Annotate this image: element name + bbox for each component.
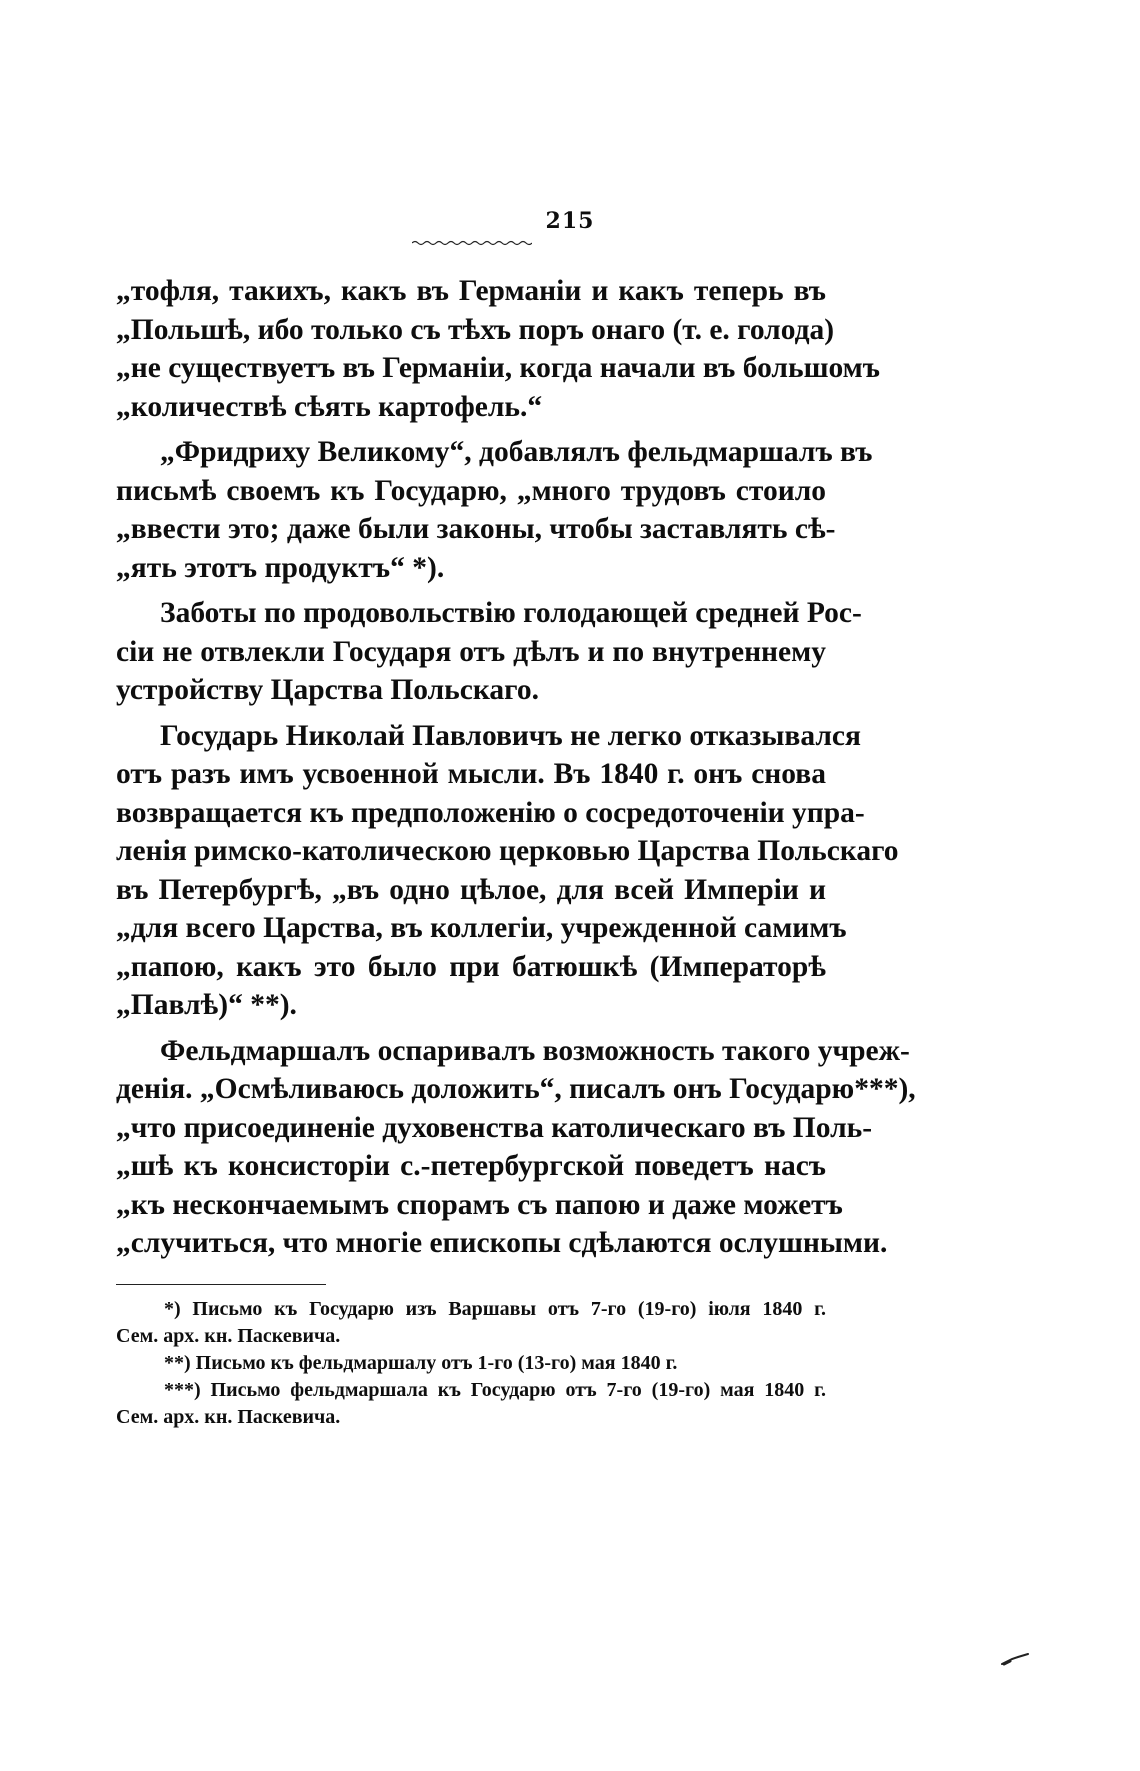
- footnote-line: Сем. арх. кн. Паскевича.: [116, 1406, 341, 1428]
- text-line: „случиться, что многіе епископы сдѣлаются ослушными.: [116, 1227, 888, 1259]
- text-line: „что присоединеніе духовенства католическаго въ Поль-: [116, 1111, 873, 1144]
- footnotes: [116, 1296, 826, 1431]
- text-line: въ Петербургѣ, „въ одно цѣлое, для всей Имперіи и: [116, 873, 826, 906]
- text-line: отъ разъ имъ усвоенной мысли. Въ 1840 г. онъ снова: [116, 758, 826, 790]
- text-line: „папою, какъ это было при батюшкѣ (Императорѣ: [116, 950, 826, 983]
- text-line: возвращается къ предположенію о сосредоточеніи упра-: [116, 796, 865, 829]
- text-line: „ять этотъ продуктъ“ *).: [116, 551, 445, 584]
- text-line: „ввести это; даже были законы, чтобы заставлять сѣ-: [116, 513, 836, 545]
- text-line: Заботы по продовольствію голодающей средней Рос-: [160, 597, 862, 629]
- text-line: „тофля, такихъ, какъ въ Германіи и какъ теперь въ: [116, 275, 826, 307]
- footnote-line: **) Письмо къ фельдмаршалу отъ 1-го (13-го) мая 1840 г.: [164, 1352, 678, 1374]
- text-line: письмѣ своемъ къ Государю, „много трудовъ стоило: [116, 474, 826, 507]
- text-line: Фельдмаршалъ оспаривалъ возможность такого учреж-: [160, 1034, 910, 1067]
- text-line: устройству Царства Польскаго.: [116, 674, 539, 706]
- page-number: 215: [545, 208, 595, 234]
- text-line: денія. „Осмѣливаюсь доложить“, писалъ онъ Государю***),: [116, 1073, 916, 1105]
- text-line: „Павлѣ)“ **).: [116, 989, 297, 1021]
- footnote-line: *) Письмо къ Государю изъ Варшавы отъ 7-го (19-го) іюля 1840 г.: [164, 1298, 826, 1320]
- footnote-line: Сем. арх. кн. Паскевича.: [116, 1325, 341, 1347]
- text-line: „количествѣ сѣять картофель.“: [116, 390, 543, 423]
- footnote-line: ***) Письмо фельдмаршала къ Государю отъ 7-го (19-го) мая 1840 г.: [164, 1379, 826, 1401]
- pencil-mark-icon: [1000, 1652, 1030, 1666]
- text-line: сіи не отвлекли Государя отъ дѣлъ и по внутреннему: [116, 635, 826, 668]
- text-line: Государь Николай Павловичъ не легко отказывался: [160, 719, 861, 752]
- text-line: „Польшѣ, ибо только съ тѣхъ поръ онаго (т. е. голода): [116, 313, 835, 346]
- text-line: „Фридриху Великому“, добавлялъ фельдмаршалъ въ: [160, 436, 873, 468]
- text-line: „шѣ къ консисторіи с.-петербургской поведетъ насъ: [116, 1150, 826, 1182]
- footnote-divider: [116, 1284, 326, 1285]
- text-line: ленія римско-католическою церковью Царства Польскаго: [116, 835, 899, 867]
- text-line: „для всего Царства, въ коллегіи, учрежденной самимъ: [116, 912, 847, 944]
- text-line: „къ нескончаемымъ спорамъ съ папою и даже можетъ: [116, 1188, 843, 1221]
- text-line: „не существуетъ въ Германіи, когда начали въ большомъ: [116, 352, 880, 384]
- page-number-ornament: [412, 240, 532, 246]
- body-text: [116, 272, 916, 1263]
